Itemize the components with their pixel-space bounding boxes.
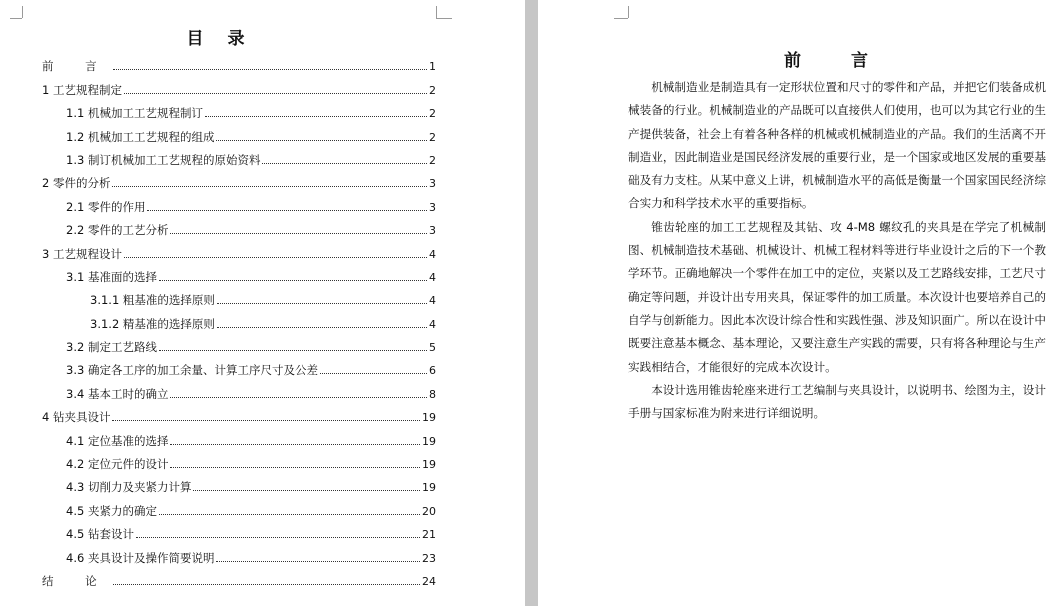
toc-leader-dots	[320, 373, 427, 374]
toc-entry-title: 3.1.2 精基准的选择原则	[90, 316, 215, 331]
toc-entry-page: 4	[429, 270, 436, 284]
toc-entry[interactable]	[42, 332, 436, 355]
toc-entry[interactable]	[42, 425, 436, 448]
toc-entry-title: 3 工艺规程设计	[42, 246, 122, 261]
toc-entry-title: 前 言	[42, 59, 111, 74]
toc-entry-page: 3	[429, 200, 436, 214]
toc-page	[0, 0, 525, 606]
toc-entry-page: 2	[429, 107, 436, 121]
toc-entry-page: 4	[429, 317, 436, 331]
toc-entry-page: 5	[429, 341, 436, 355]
toc-leader-dots	[159, 280, 427, 281]
toc-list	[42, 51, 436, 589]
toc-entry-page: 1	[429, 60, 436, 74]
toc-leader-dots	[216, 561, 420, 562]
crop-mark	[436, 18, 452, 19]
toc-entry-page: 19	[422, 481, 436, 495]
toc-entry[interactable]	[42, 191, 436, 214]
toc-entry[interactable]	[42, 355, 436, 378]
toc-entry-page: 8	[429, 387, 436, 401]
toc-leader-dots	[159, 514, 420, 515]
crop-mark	[436, 6, 437, 18]
toc-entry[interactable]	[42, 542, 436, 565]
toc-leader-dots	[262, 163, 427, 164]
toc-entry-page: 19	[422, 434, 436, 448]
toc-entry[interactable]	[42, 472, 436, 495]
toc-entry-title: 4.5 钻套设计	[66, 527, 134, 542]
toc-entry-page: 21	[422, 528, 436, 542]
preface-page	[538, 0, 1056, 606]
toc-entry[interactable]	[42, 402, 436, 425]
preface-paragraph: 锥齿轮座的加工工艺规程及其钻、攻 4-M8 螺纹孔的夹具是在学完了机械制图、机械制造技术基础、机械设计、机械工程材料等进行毕业设计之后的下一个教学环节。正确地解决一个零件在加工中的定位，夹紧以及工艺路线安排，工艺尺寸确定等问题，并设计出专用夹具，保证零件的加工质量。本次设计也要培养自己的自学与创新能力。因此本次设计综合性和实践性强、涉及知识面广。所以在设计中既要注意基本概念、基本理论，又要注意生产实践的需要，只有将各种理论与生产实践相结合，才能很好的完成本次设计。	[628, 219, 1046, 374]
crop-mark	[10, 18, 22, 19]
toc-entry-title: 4.6 夹具设计及操作简要说明	[66, 550, 215, 565]
toc-entry-title: 2.1 零件的作用	[66, 199, 146, 214]
toc-leader-dots	[170, 397, 427, 398]
preface-paragraph: 本设计选用锥齿轮座来进行工艺编制与夹具设计，以说明书、绘图为主，设计手册与国家标准为附来进行详细说明。	[628, 382, 1046, 421]
preface-title: 前 言	[784, 51, 890, 71]
toc-entry[interactable]	[42, 121, 436, 144]
toc-entry[interactable]	[42, 145, 436, 168]
toc-entry-page: 19	[422, 411, 436, 425]
toc-entry-title: 3.1.1 粗基准的选择原则	[90, 293, 215, 308]
toc-leader-dots	[136, 537, 420, 538]
toc-entry-title: 4.3 切削力及夹紧力计算	[66, 480, 192, 495]
toc-entry[interactable]	[42, 566, 436, 589]
toc-entry[interactable]	[42, 215, 436, 238]
toc-entry-title: 3.2 制定工艺路线	[66, 340, 157, 355]
toc-entry[interactable]	[42, 285, 436, 308]
toc-entry[interactable]	[42, 262, 436, 285]
toc-entry-page: 20	[422, 504, 436, 518]
toc-leader-dots	[124, 257, 427, 258]
toc-entry-title: 1.3 制订机械加工工艺规程的原始资料	[66, 152, 261, 167]
toc-leader-dots	[217, 303, 427, 304]
crop-mark	[22, 6, 23, 18]
crop-mark	[628, 6, 629, 18]
toc-entry-title: 3.1 基准面的选择	[66, 269, 157, 284]
toc-leader-dots	[170, 233, 427, 234]
toc-entry[interactable]	[42, 74, 436, 97]
toc-entry-page: 3	[429, 224, 436, 238]
toc-leader-dots	[147, 210, 427, 211]
page-gutter	[525, 0, 538, 606]
toc-entry-title: 1 工艺规程制定	[42, 82, 122, 97]
toc-entry-page: 24	[422, 574, 436, 588]
toc-entry-title: 4 钻夹具设计	[42, 410, 111, 425]
toc-entry-title: 4.2 定位元件的设计	[66, 457, 169, 472]
toc-leader-dots	[193, 490, 420, 491]
toc-entry-title: 1.1 机械加工工艺规程制订	[66, 106, 203, 121]
toc-entry-page: 2	[429, 130, 436, 144]
toc-leader-dots	[205, 116, 427, 117]
toc-entry[interactable]	[42, 519, 436, 542]
toc-leader-dots	[216, 140, 427, 141]
toc-entry-title: 4.1 定位基准的选择	[66, 433, 169, 448]
toc-entry-page: 19	[422, 458, 436, 472]
toc-entry[interactable]	[42, 449, 436, 472]
toc-leader-dots	[113, 584, 420, 585]
toc-entry[interactable]	[42, 378, 436, 401]
crop-mark	[614, 18, 628, 19]
toc-entry-title: 2.2 零件的工艺分析	[66, 223, 169, 238]
toc-entry-title: 3.3 确定各工序的加工余量、计算工序尺寸及公差	[66, 363, 318, 378]
toc-entry[interactable]	[42, 51, 436, 74]
toc-entry[interactable]	[42, 495, 436, 518]
toc-entry-page: 2	[429, 153, 436, 167]
toc-title: 目 录	[186, 29, 254, 49]
toc-leader-dots	[113, 69, 427, 70]
toc-leader-dots	[124, 93, 427, 94]
toc-leader-dots	[112, 186, 427, 187]
toc-leader-dots	[170, 444, 420, 445]
toc-entry-title: 4.5 夹紧力的确定	[66, 503, 157, 518]
toc-entry-page: 3	[429, 177, 436, 191]
toc-entry-title: 2 零件的分析	[42, 176, 111, 191]
toc-entry-title: 结 论	[42, 573, 111, 588]
toc-entry-page: 2	[429, 83, 436, 97]
toc-entry[interactable]	[42, 168, 436, 191]
toc-entry-title: 1.2 机械加工工艺规程的组成	[66, 129, 215, 144]
toc-entry[interactable]	[42, 98, 436, 121]
toc-entry-page: 4	[429, 294, 436, 308]
toc-entry-page: 4	[429, 247, 436, 261]
toc-entry[interactable]	[42, 238, 436, 261]
toc-leader-dots	[217, 327, 427, 328]
toc-leader-dots	[112, 420, 420, 421]
toc-entry-page: 6	[429, 364, 436, 378]
toc-entry-page: 23	[422, 551, 436, 565]
toc-entry-title: 3.4 基本工时的确立	[66, 386, 169, 401]
toc-leader-dots	[170, 467, 420, 468]
preface-paragraph: 机械制造业是制造具有一定形状位置和尺寸的零件和产品，并把它们装备成机械装备的行业。机械制造业的产品既可以直接供人们使用，也可以为其它行业的生产提供装备，社会上有着各种各样的机械或机械制造业的产品。我们的生活离不开制造业，因此制造业是国民经济发展的重要行业，是一个国家或地区发展的重要基础及有力支柱。从某中意义上讲，机械制造水平的高低是衡量一个国家国民经济综合实力和科学技术水平的重要指标。	[628, 80, 1046, 211]
toc-entry[interactable]	[42, 308, 436, 331]
toc-leader-dots	[159, 350, 427, 351]
preface-body	[628, 76, 1046, 425]
